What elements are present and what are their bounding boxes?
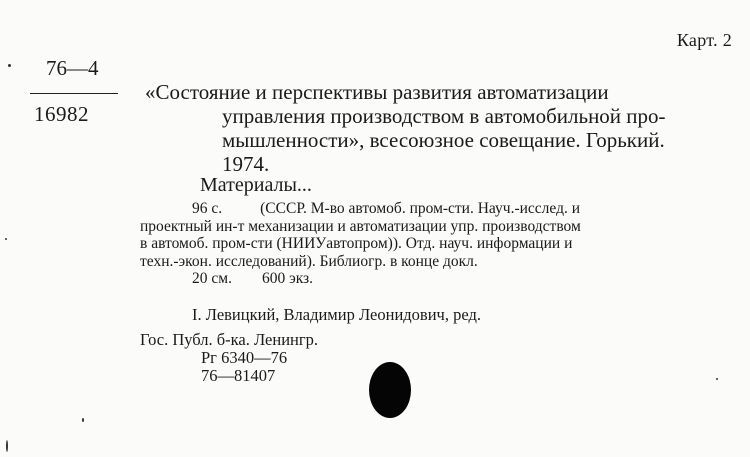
- subtitle: Материалы...: [200, 174, 312, 196]
- scan-speck: [6, 440, 8, 452]
- size: 20 см.: [192, 270, 232, 287]
- copies: 600 экз.: [261, 270, 314, 287]
- title-line: «Состояние и перспективы развития автоматизации: [145, 80, 609, 104]
- record-number: 76—81407: [201, 366, 276, 385]
- description-line: проектный ин-т механизации и автоматизации упр. производством: [140, 217, 581, 235]
- card-number: Карт. 2: [676, 30, 732, 50]
- scan-speck: [82, 418, 84, 422]
- library-name: Гос. Публ. б-ка. Ленингр.: [140, 330, 319, 349]
- classification-code: 76—4: [46, 56, 99, 80]
- code-divider: [30, 93, 118, 94]
- scan-speck: [716, 378, 718, 380]
- library-block: [140, 331, 318, 385]
- shelfmark: Рг 6340—76: [201, 348, 288, 367]
- scan-speck: [8, 64, 11, 67]
- title-line: 1974.: [222, 152, 270, 176]
- title-line: управления производством в автомобильной про-: [222, 104, 666, 128]
- inventory-number: 16982: [34, 102, 89, 126]
- description-text: (СССР. М-во автомоб. пром-сти. Науч.-исслед. и: [260, 200, 580, 217]
- title-block: [145, 80, 735, 176]
- description-block: [140, 200, 735, 288]
- punch-hole: [369, 362, 411, 418]
- tracing: I. Левицкий, Владимир Леонидович, ред.: [192, 305, 481, 324]
- description-line: [140, 270, 735, 288]
- page-count: 96 с.: [192, 200, 223, 217]
- scan-speck: [5, 238, 7, 240]
- title-line: мышленности», всесоюзное совещание. Горький.: [222, 128, 665, 152]
- description-line: техн.-экон. исследований). Библиогр. в конце докл.: [140, 252, 478, 270]
- description-line: в автомоб. пром-сти (НИИУавтопром)). Отд. науч. информации и: [140, 235, 573, 252]
- description-line: [140, 200, 735, 218]
